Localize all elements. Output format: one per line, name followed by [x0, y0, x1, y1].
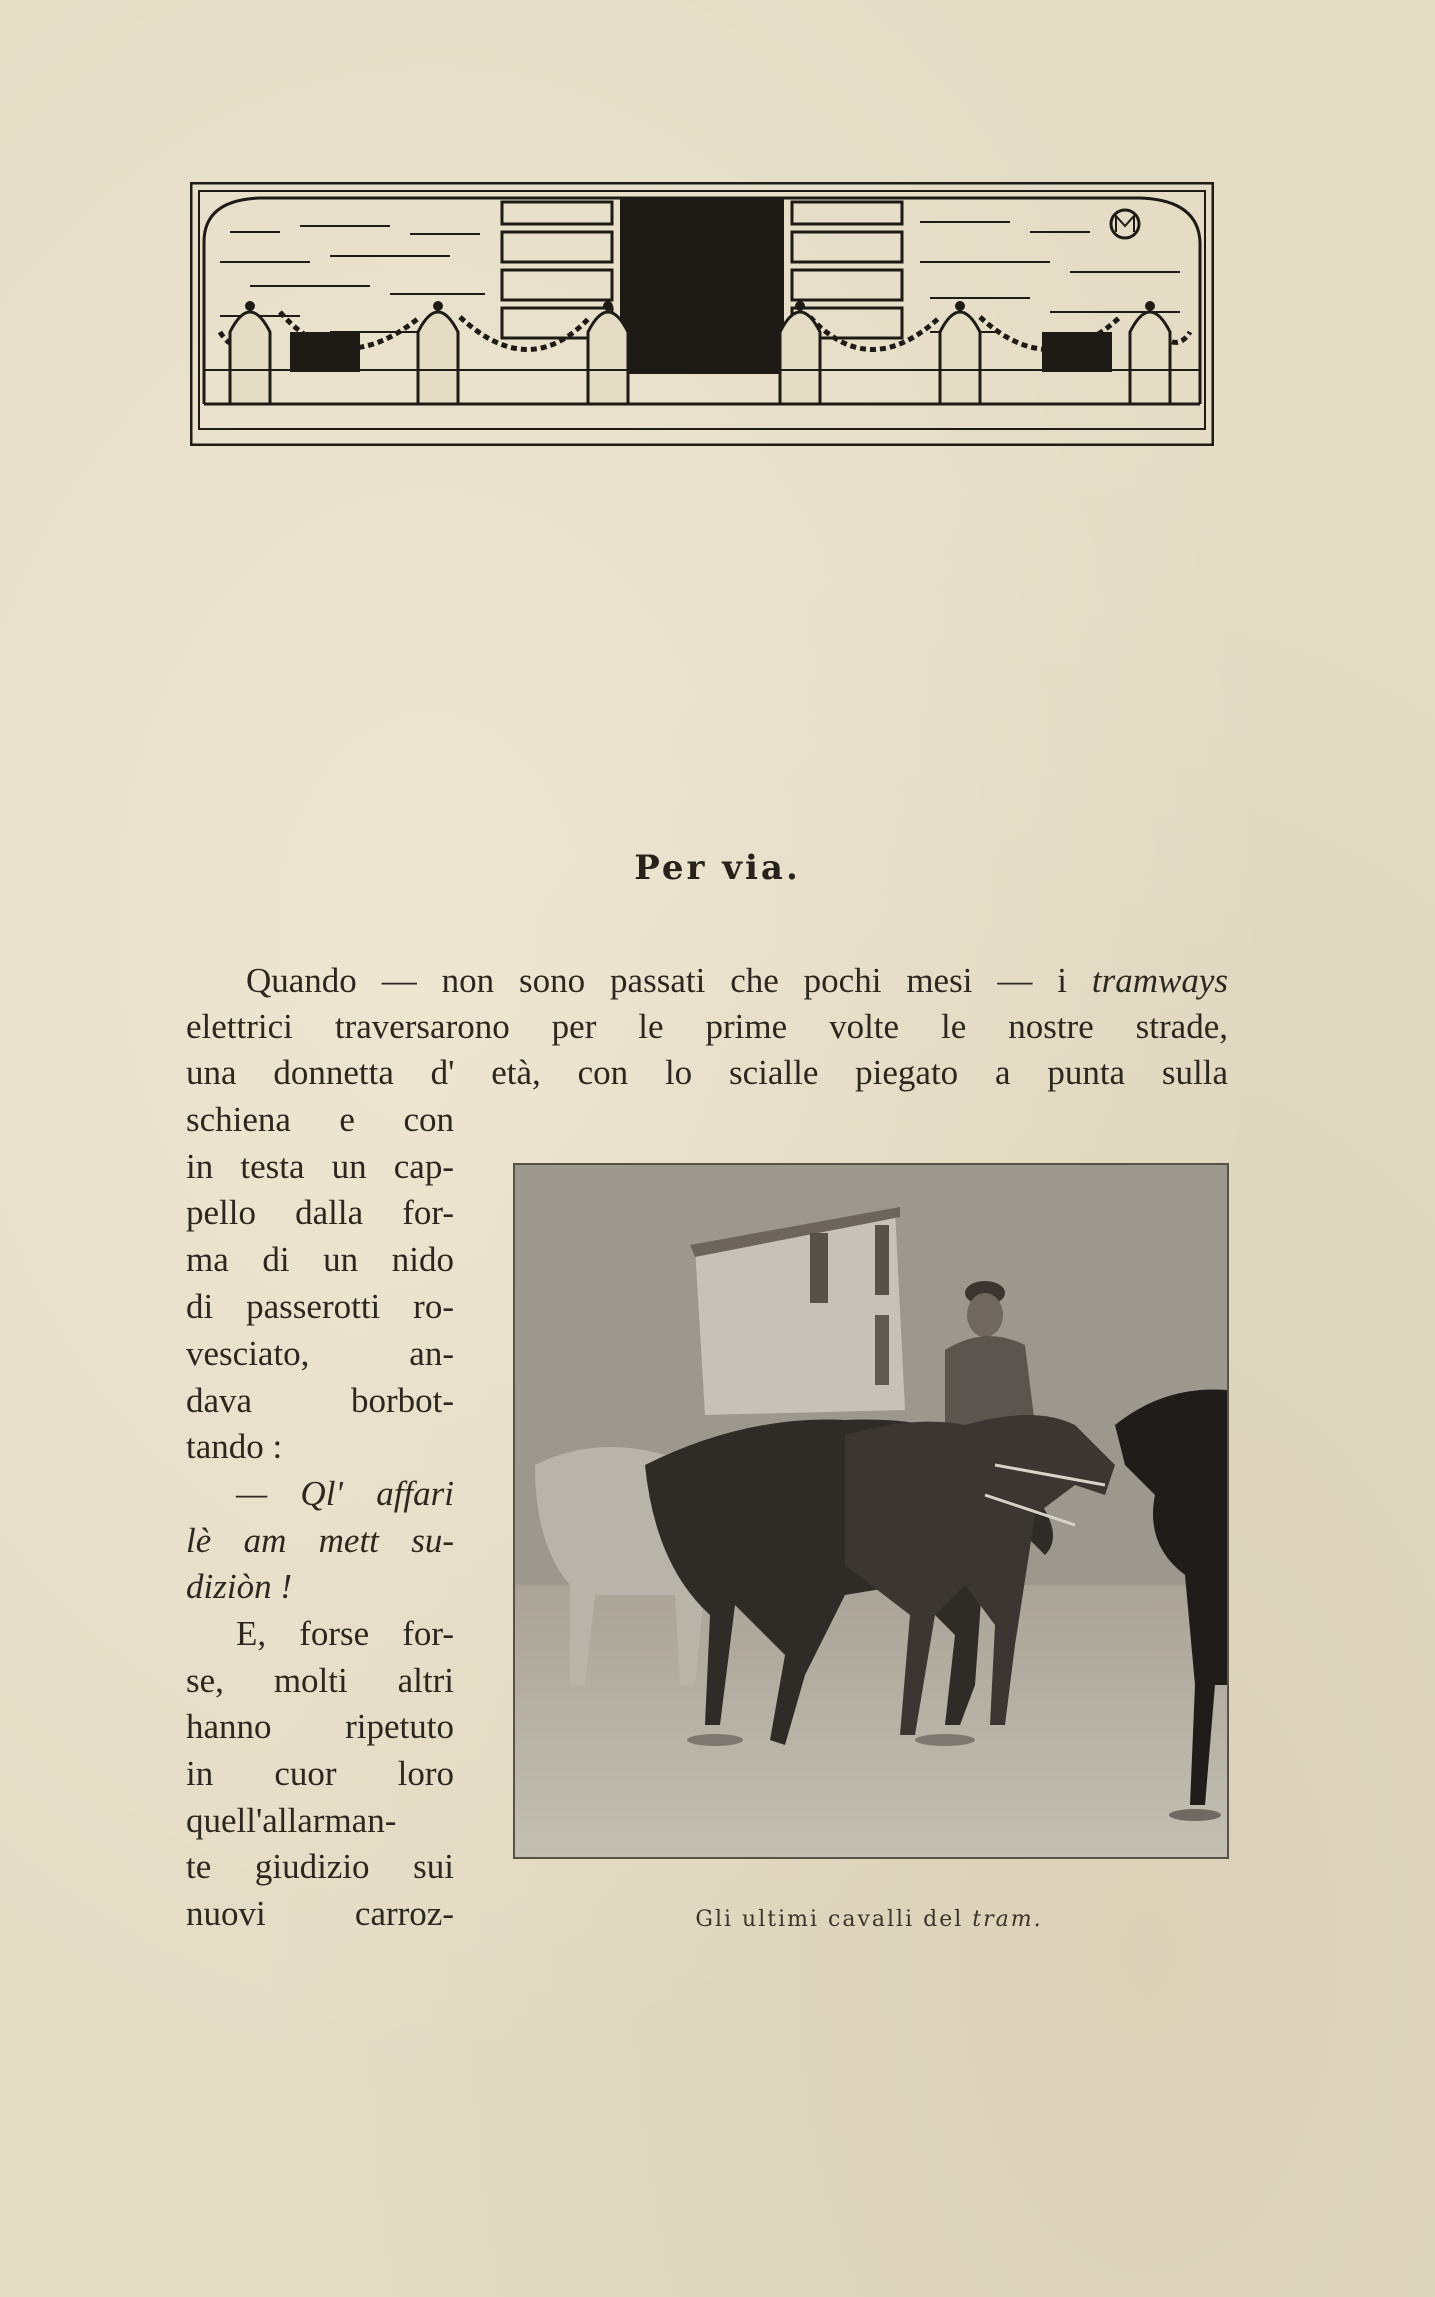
column-line: E, forse for-	[236, 1614, 454, 1653]
column-line: nuovi carroz-	[186, 1894, 454, 1933]
column-line: te giudizio sui	[186, 1847, 454, 1886]
column-line: in testa un cap-	[186, 1147, 454, 1186]
horses-photograph	[513, 1163, 1229, 1859]
dialect-quote-line: — Ql' affari	[236, 1474, 454, 1513]
column-line: di passerotti ro-	[186, 1287, 454, 1326]
column-line: hanno ripetuto	[186, 1707, 454, 1746]
column-line: pello dalla for-	[186, 1193, 454, 1232]
headpiece-illustration	[190, 182, 1214, 446]
text-line-2: elettrici traversarono per le prime volte le nostre strade,	[186, 1007, 1228, 1046]
dialect-quote-line: diziòn !	[186, 1567, 292, 1606]
column-line: ma di un nido	[186, 1240, 454, 1279]
figure-caption	[513, 1907, 1225, 1932]
column-line: vesciato, an-	[186, 1334, 454, 1373]
text-line-3: una donnetta d' età, con lo scialle piegato a punta sulla	[186, 1053, 1228, 1092]
column-line: tando :	[186, 1427, 283, 1466]
column-line: in cuor loro	[186, 1754, 454, 1793]
dialect-quote-line: lè am mett su-	[186, 1521, 454, 1560]
text-line-1-b: tramways	[1091, 961, 1228, 1000]
column-line: quell'allarman-	[186, 1801, 397, 1840]
column-line: schiena e con	[186, 1100, 454, 1139]
chapter-title: Per via.	[634, 848, 801, 888]
figure-caption-italic: tram.	[972, 1907, 1043, 1932]
figure-caption-text: Gli ultimi cavalli del	[695, 1907, 973, 1932]
text-line-1	[246, 958, 1228, 1004]
column-line: se, molti altri	[186, 1661, 454, 1700]
text-line-1-a: Quando — non sono passati che pochi mesi — i	[246, 961, 1092, 1000]
column-line: dava borbot-	[186, 1381, 454, 1420]
